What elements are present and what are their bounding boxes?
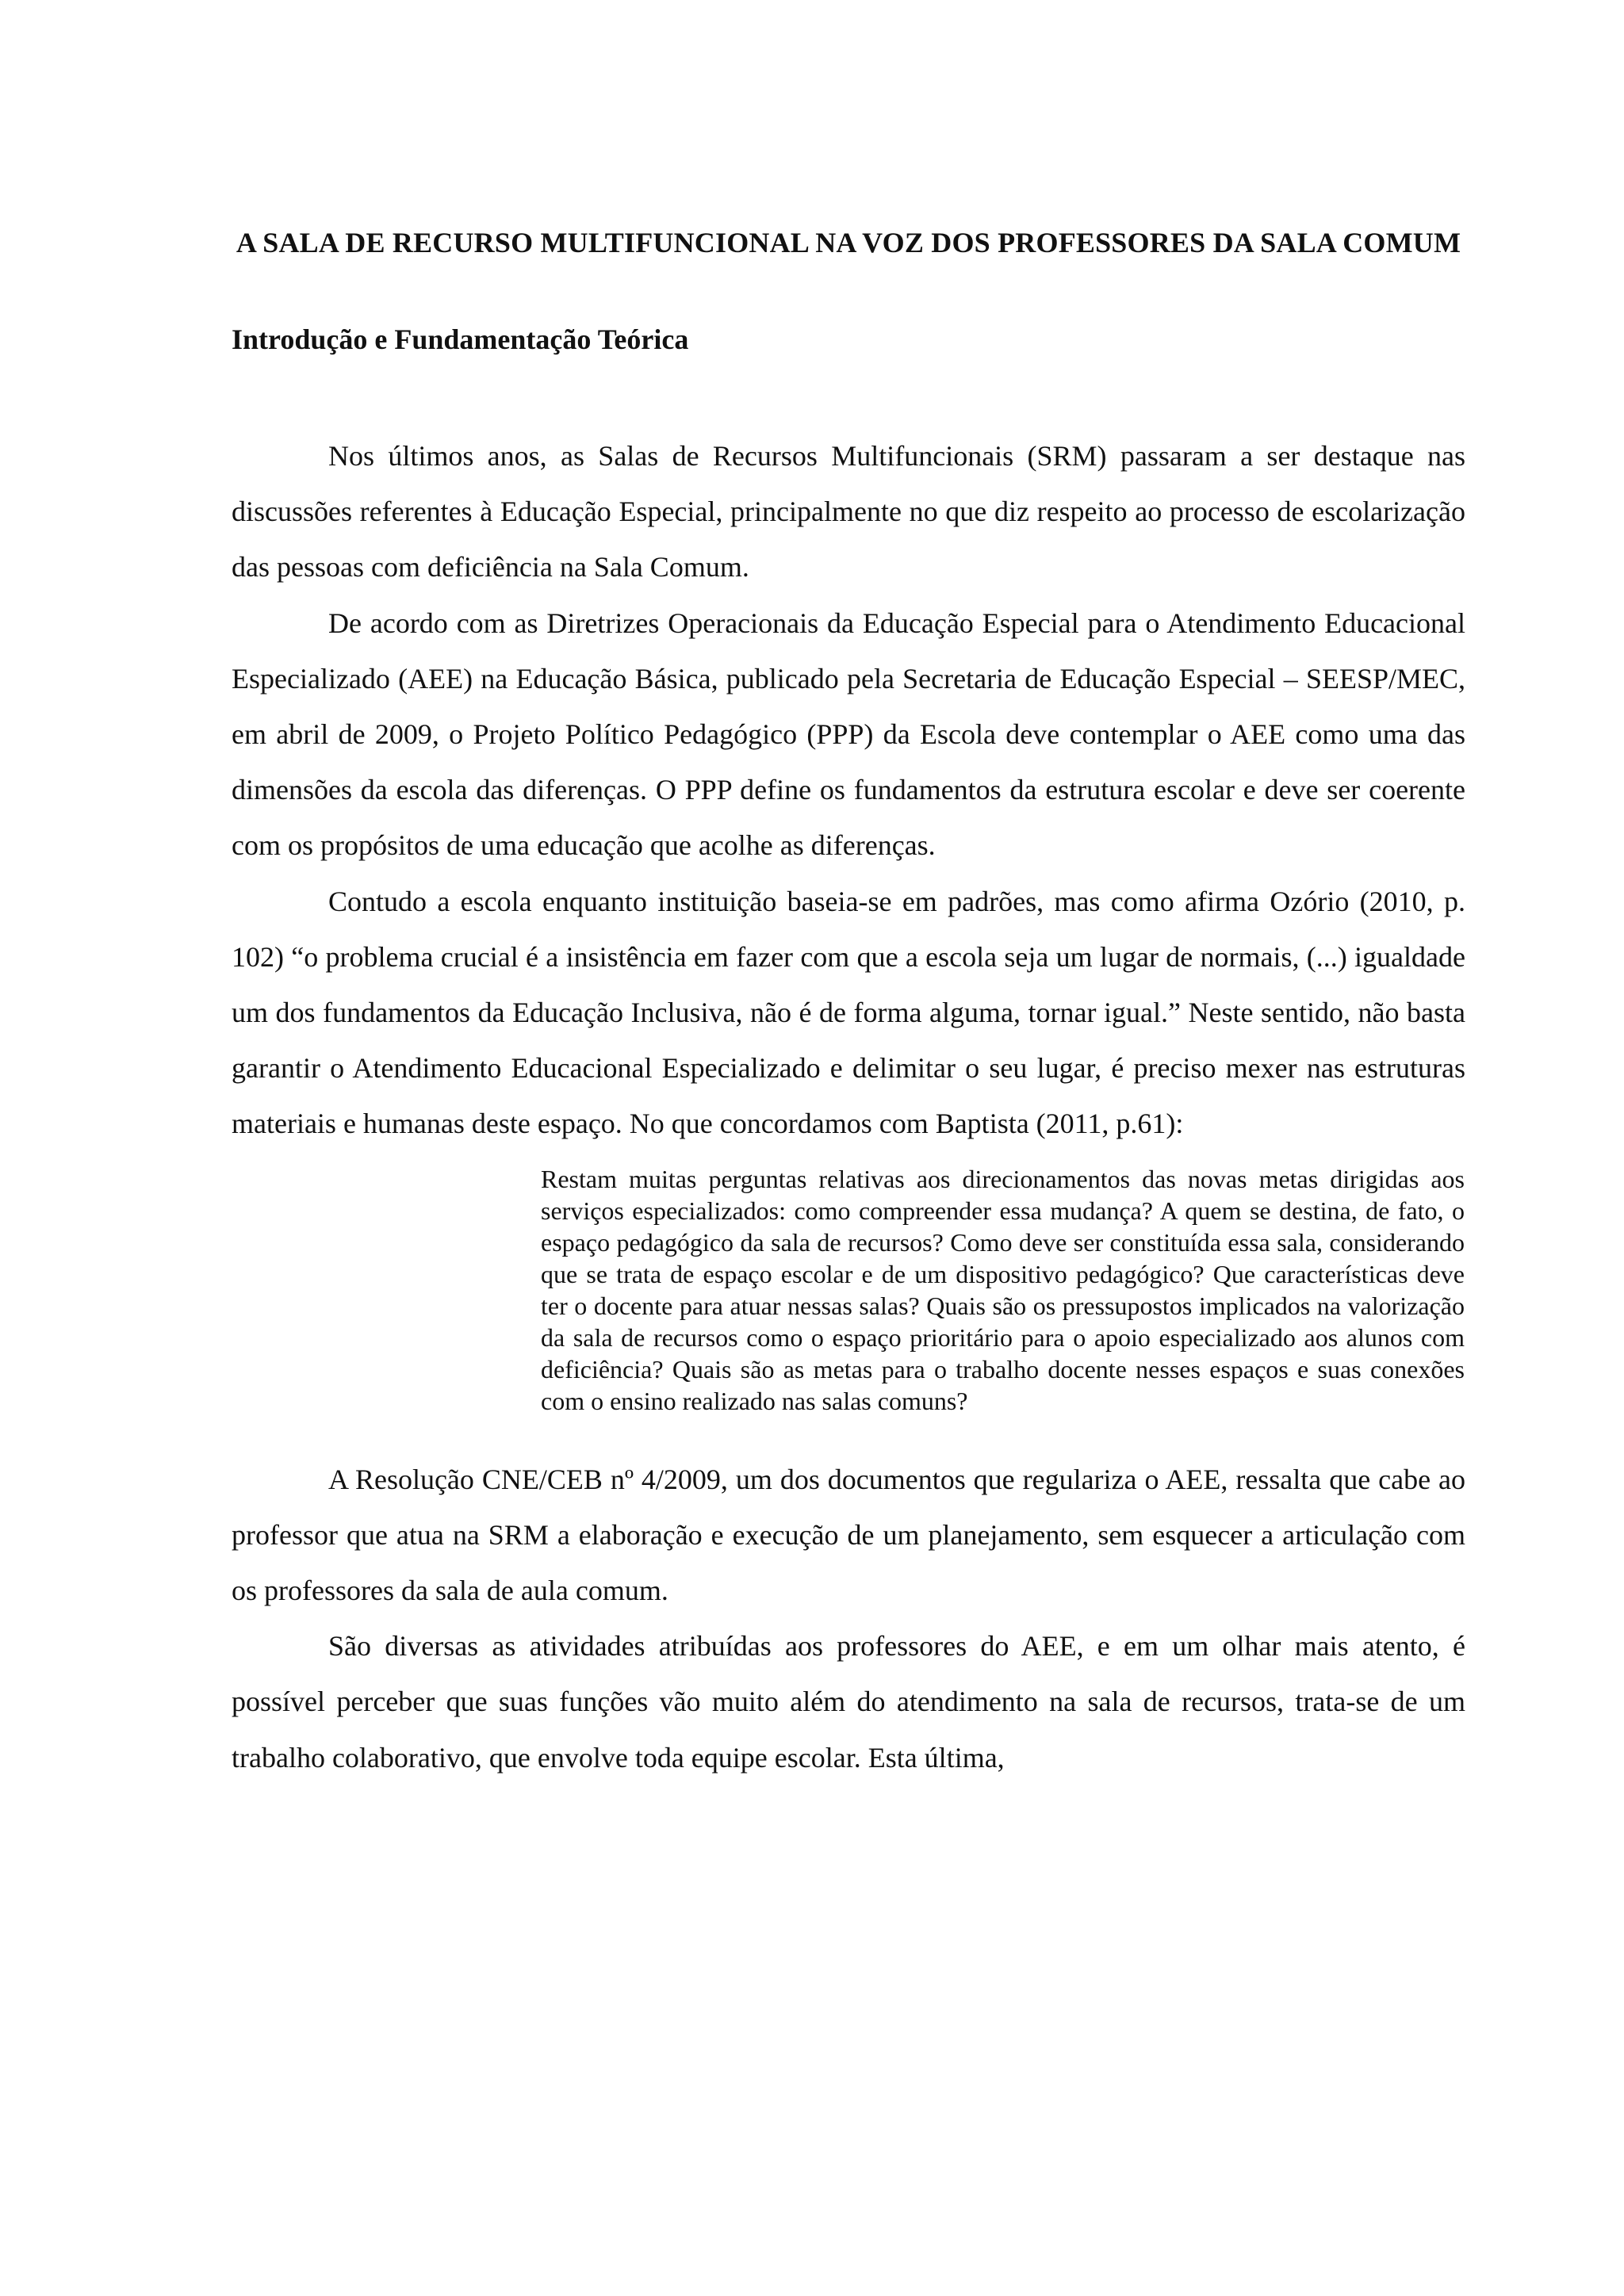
paragraph: Contudo a escola enquanto instituição baseia-se em padrões, mas como afirma Ozório (2010, p. 102) “o problema crucial é a insistência em fazer com que a escola seja um lugar de normais, (...) igualdade um dos fundamentos da Educação Inclusiva, não é de forma alguma, tornar igual.” Neste sentido, não basta garantir o Atendimento Educacional Especializado e delimitar o seu lugar, é preciso mexer nas estruturas materiais e humanas deste espaço. No que concordamos com Baptista (2011, p.61): (232, 885, 1465, 1140)
paragraph: De acordo com as Diretrizes Operacionais da Educação Especial para o Atendimento Educacional Especializado (AEE) na Educação Básica, publicado pela Secretaria de Educação Especial – SEESP/MEC, em abril de 2009, o Projeto Político Pedagógico (PPP) da Escola deve contemplar o AEE como uma das dimensões da escola das diferenças. O PPP define os fundamentos da estrutura escolar e deve ser coerente com os propósitos de uma educação que acolhe as diferenças. (232, 607, 1465, 862)
document-page (232, 214, 1465, 1785)
paragraph: São diversas as atividades atribuídas aos professores do AEE, e em um olhar mais atento, é possível perceber que suas funções vão muito além do atendimento na sala de recursos, trata-se de um trabalho colaborativo, que envolve toda equipe escolar. Esta última, (232, 1630, 1465, 1774)
block-quote: Restam muitas perguntas relativas aos direcionamentos das novas metas dirigidas aos serviços especializados: como compreender essa mudança? A quem se destina, de fato, o espaço pedagógico da sala de recursos? Como deve ser constituída essa sala, considerando que se trata de espaço escolar e de um dispositivo pedagógico? Que características deve ter o docente para atuar nessas salas? Quais são os pressupostos implicados na valorização da sala de recursos como o espaço prioritário para o apoio especializado aos alunos com deficiência? Quais são as metas para o trabalho docente nesses espaços e suas conexões com o ensino realizado nas salas comuns? (541, 1164, 1465, 1415)
document-title: A SALA DE RECURSO MULTIFUNCIONAL NA VOZ DOS PROFESSORES DA SALA COMUM (236, 227, 1461, 258)
section-heading: Introdução e Fundamentação Teórica (232, 323, 689, 355)
document-body (232, 428, 1465, 1785)
paragraph: A Resolução CNE/CEB nº 4/2009, um dos documentos que regulariza o AEE, ressalta que cabe ao professor que atua na SRM a elaboração e execução de um planejamento, sem esquecer a articulação com os professores da sala de aula comum. (232, 1463, 1465, 1607)
paragraph: Nos últimos anos, as Salas de Recursos Multifuncionais (SRM) passaram a ser destaque nas discussões referentes à Educação Especial, principalmente no que diz respeito ao processo de escolarização das pessoas com deficiência na Sala Comum. (232, 440, 1465, 584)
